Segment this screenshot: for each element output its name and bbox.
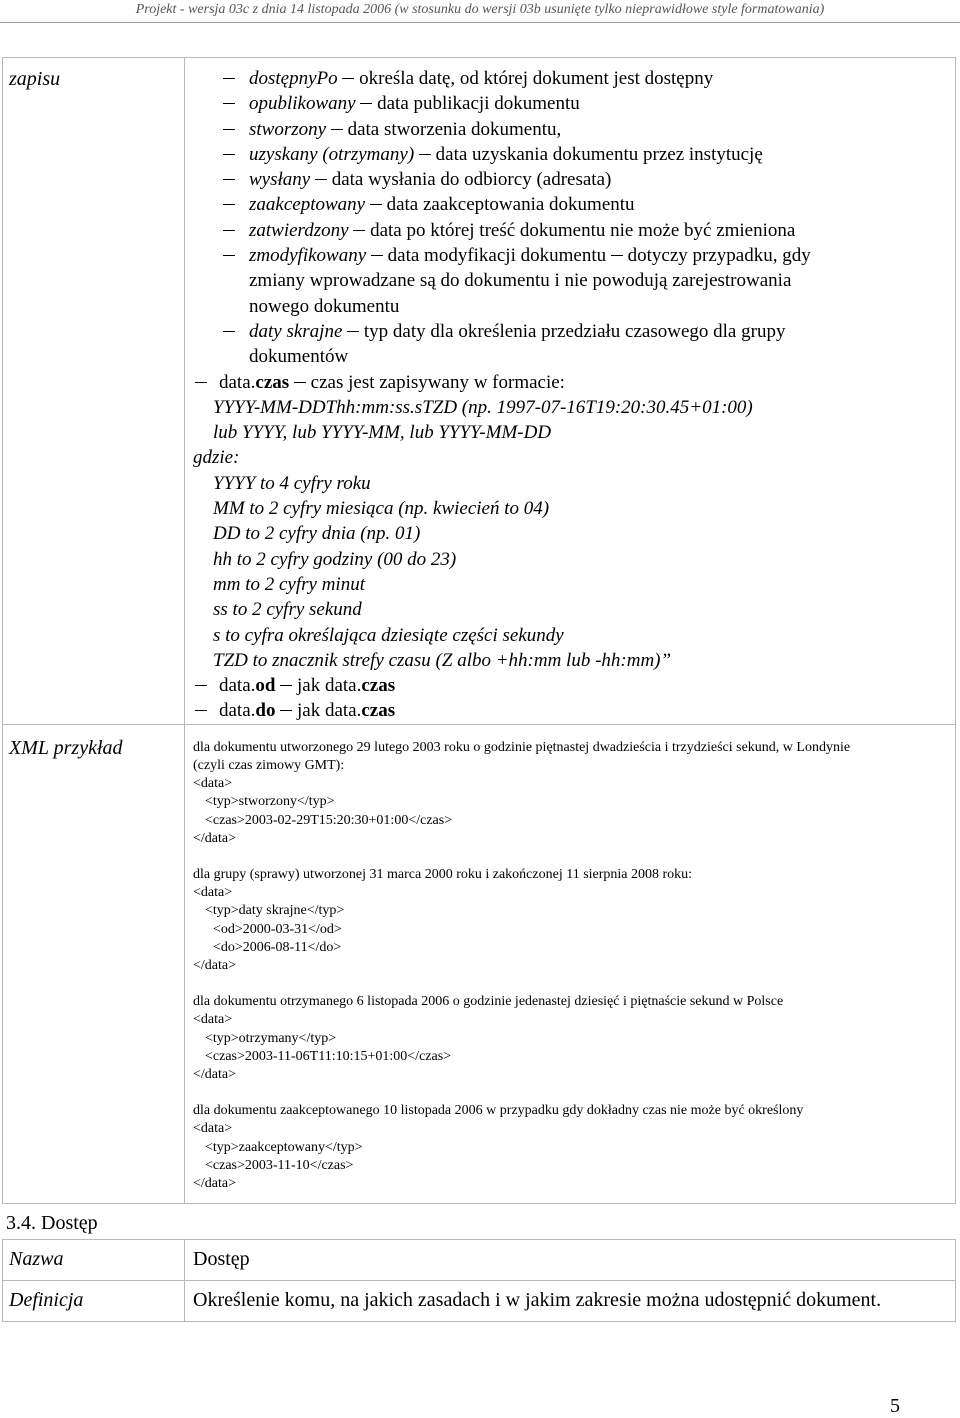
typ-desc: data zaakceptowania dokumentu	[386, 194, 635, 216]
section-heading: 3.4. Dostęp	[6, 1212, 98, 1234]
example-4-desc: dla dokumentu zaakceptowanego 10 listopada 2006 w przypadku gdy dokładny czas nie może być określony	[193, 1103, 804, 1119]
typ-desc-extra: dotyczy przypadku, gdy	[627, 245, 811, 267]
gdzie-label: gdzie:	[193, 447, 240, 469]
example-3-czas: <czas>2003-11-06T11:10:15+01:00</czas>	[205, 1048, 452, 1064]
format-line-2: lub YYYY, lub YYYY-MM, lub YYYY-MM-DD	[213, 422, 552, 444]
example-2-close: </data>	[193, 957, 236, 973]
dash-mark	[195, 710, 207, 711]
typ-item	[185, 66, 955, 91]
example-2-desc: dla grupy (sprawy) utworzonej 31 marca 2000 roku i zakończonej 11 sierpnia 2008 roku:	[193, 866, 693, 882]
typ-term: uzyskany (otrzymany)	[249, 143, 415, 165]
page-number: 5	[890, 1395, 900, 1417]
typ-desc-continuation: zmiany wprowadzane są do dokumentu i nie powodują zarejestrowania	[249, 270, 792, 292]
format-legend-line: DD to 2 cyfry dnia (np. 01)	[213, 523, 421, 545]
typ-term: zaakceptowany	[249, 194, 366, 216]
definicja-label-cell	[3, 1281, 185, 1322]
typ-desc: data uzyskania dokumentu przez instytucję	[435, 143, 763, 165]
example-1-close: </data>	[193, 830, 236, 846]
typ-item	[185, 142, 955, 167]
metadata-table	[2, 57, 956, 1204]
format-legend-line: ss to 2 cyfry sekund	[213, 599, 362, 621]
typ-term: zmodyfikowany	[249, 245, 367, 267]
typ-desc: data modyfikacji dokumentu	[387, 245, 607, 267]
typ-item	[185, 167, 955, 192]
zapisu-content	[185, 58, 955, 724]
example-4-typ: <typ>zaakceptowany</typ>	[205, 1139, 363, 1155]
typ-term: zatwierdzony	[249, 219, 349, 241]
example-4-open: <data>	[193, 1121, 233, 1137]
dash-mark	[223, 103, 235, 104]
nazwa-value-cell	[185, 1240, 956, 1281]
dash-mark	[223, 129, 235, 130]
example-1-desc-2: (czyli czas zimowy GMT):	[193, 757, 345, 773]
typ-term: dostępnyPo	[249, 68, 338, 89]
xml-label-cell	[3, 724, 185, 1203]
dash-mark	[223, 154, 235, 155]
typ-term: daty skrajne	[249, 320, 343, 342]
header-rule	[0, 22, 960, 23]
format-legend-line: YYYY to 4 cyfry roku	[213, 472, 371, 494]
typ-desc: data publikacji dokumentu	[377, 93, 580, 115]
typ-item	[185, 319, 955, 344]
format-legend-line: s to cyfra określająca dziesiąte części sekundy	[213, 624, 564, 646]
example-2-typ: <typ>daty skrajne</typ>	[205, 903, 345, 919]
typ-desc: typ daty dla określenia przedziału czasowego dla grupy	[363, 320, 786, 342]
xml-examples	[185, 725, 955, 1193]
definicja-value-cell	[185, 1281, 956, 1322]
page-header: Projekt - wersja 03c z dnia 14 listopada 2006 (w stosunku do wersji 03b usunięte tylko nieprawidłowe style formatowania)	[135, 2, 825, 17]
zapisu-label: zapisu	[9, 68, 61, 90]
nazwa-label: Nazwa	[9, 1248, 64, 1270]
example-3-typ: <typ>otrzymany</typ>	[205, 1030, 337, 1046]
dash-mark	[223, 179, 235, 180]
zapisu-content-cell	[185, 58, 956, 725]
nazwa-value: Dostęp	[193, 1248, 250, 1270]
dash-mark	[223, 331, 235, 332]
format-legend-line: MM to 2 cyfry miesiąca (np. kwiecień to 04)	[213, 498, 550, 520]
dash-mark	[195, 382, 207, 383]
format-legend	[185, 471, 955, 673]
example-2-open: <data>	[193, 885, 233, 901]
dash-mark	[223, 204, 235, 205]
typ-item	[185, 117, 955, 142]
dostep-table	[2, 1239, 956, 1322]
zapisu-label-cell	[3, 58, 185, 725]
typ-desc: data po której treść dokumentu nie może być zmieniona	[370, 219, 796, 241]
nazwa-label-cell	[3, 1240, 185, 1281]
example-2-od: <od>2000-03-31</od>	[213, 921, 342, 937]
example-3-close: </data>	[193, 1066, 236, 1082]
example-3-desc: dla dokumentu otrzymanego 6 listopada 2006 o godzinie jedenastej dziesięć i piętnaście sekund w Polsce	[193, 994, 784, 1010]
example-4-close: </data>	[193, 1175, 236, 1191]
typ-list	[185, 66, 955, 370]
typ-desc-continuation: nowego dokumentu	[249, 295, 400, 317]
format-legend-line: TZD to znacznik strefy czasu (Z albo +hh:mm lub -hh:mm)”	[213, 649, 672, 671]
typ-desc: data wysłania do odbiorcy (adresata)	[331, 169, 612, 191]
dash-mark	[195, 685, 207, 686]
typ-item	[185, 192, 955, 217]
dash-mark	[223, 230, 235, 231]
typ-desc-continuation: dokumentów	[249, 346, 349, 368]
example-1-desc: dla dokumentu utworzonego 29 lutego 2003 roku o godzinie piętnastej dwadzieścia i trzydzieści sekund, w Londynie	[193, 739, 851, 755]
dash-mark	[223, 78, 235, 79]
czas-item: data.czas czas jest zapisywany w formacie:	[185, 370, 955, 395]
typ-item	[185, 243, 955, 268]
example-1-czas: <czas>2003-02-29T15:20:30+01:00</czas>	[205, 812, 453, 828]
example-2-do: <do>2006-08-11</do>	[213, 939, 342, 955]
typ-term: wysłany	[249, 169, 311, 191]
format-legend-line: mm to 2 cyfry minut	[213, 573, 365, 595]
typ-term: opublikowany	[249, 93, 356, 115]
format-legend-line: hh to 2 cyfry godziny (00 do 23)	[213, 548, 457, 570]
example-1-typ: <typ>stworzony</typ>	[205, 794, 335, 810]
do-item: data.do jak data.czas	[185, 698, 955, 723]
xml-label: XML przykład	[9, 736, 123, 759]
example-4-czas: <czas>2003-11-10</czas>	[205, 1157, 354, 1173]
definicja-label: Definicja	[9, 1289, 84, 1311]
od-item: data.od jak data.czas	[185, 673, 955, 698]
typ-desc: określa datę, od której dokument jest dostępny	[359, 68, 714, 89]
typ-item	[185, 91, 955, 116]
dash-mark	[223, 255, 235, 256]
typ-term: stworzony	[249, 118, 327, 140]
example-3-open: <data>	[193, 1012, 233, 1028]
definicja-value: Określenie komu, na jakich zasadach i w jakim zakresie można udostępnić dokument.	[193, 1289, 882, 1311]
format-line-1: YYYY-MM-DDThh:mm:ss.sTZD (np. 1997-07-16T19:20:30.45+01:00)	[213, 396, 753, 418]
xml-content-cell	[185, 724, 956, 1203]
typ-desc: data stworzenia dokumentu,	[347, 118, 562, 140]
example-1-open: <data>	[193, 776, 233, 792]
typ-item	[185, 218, 955, 243]
